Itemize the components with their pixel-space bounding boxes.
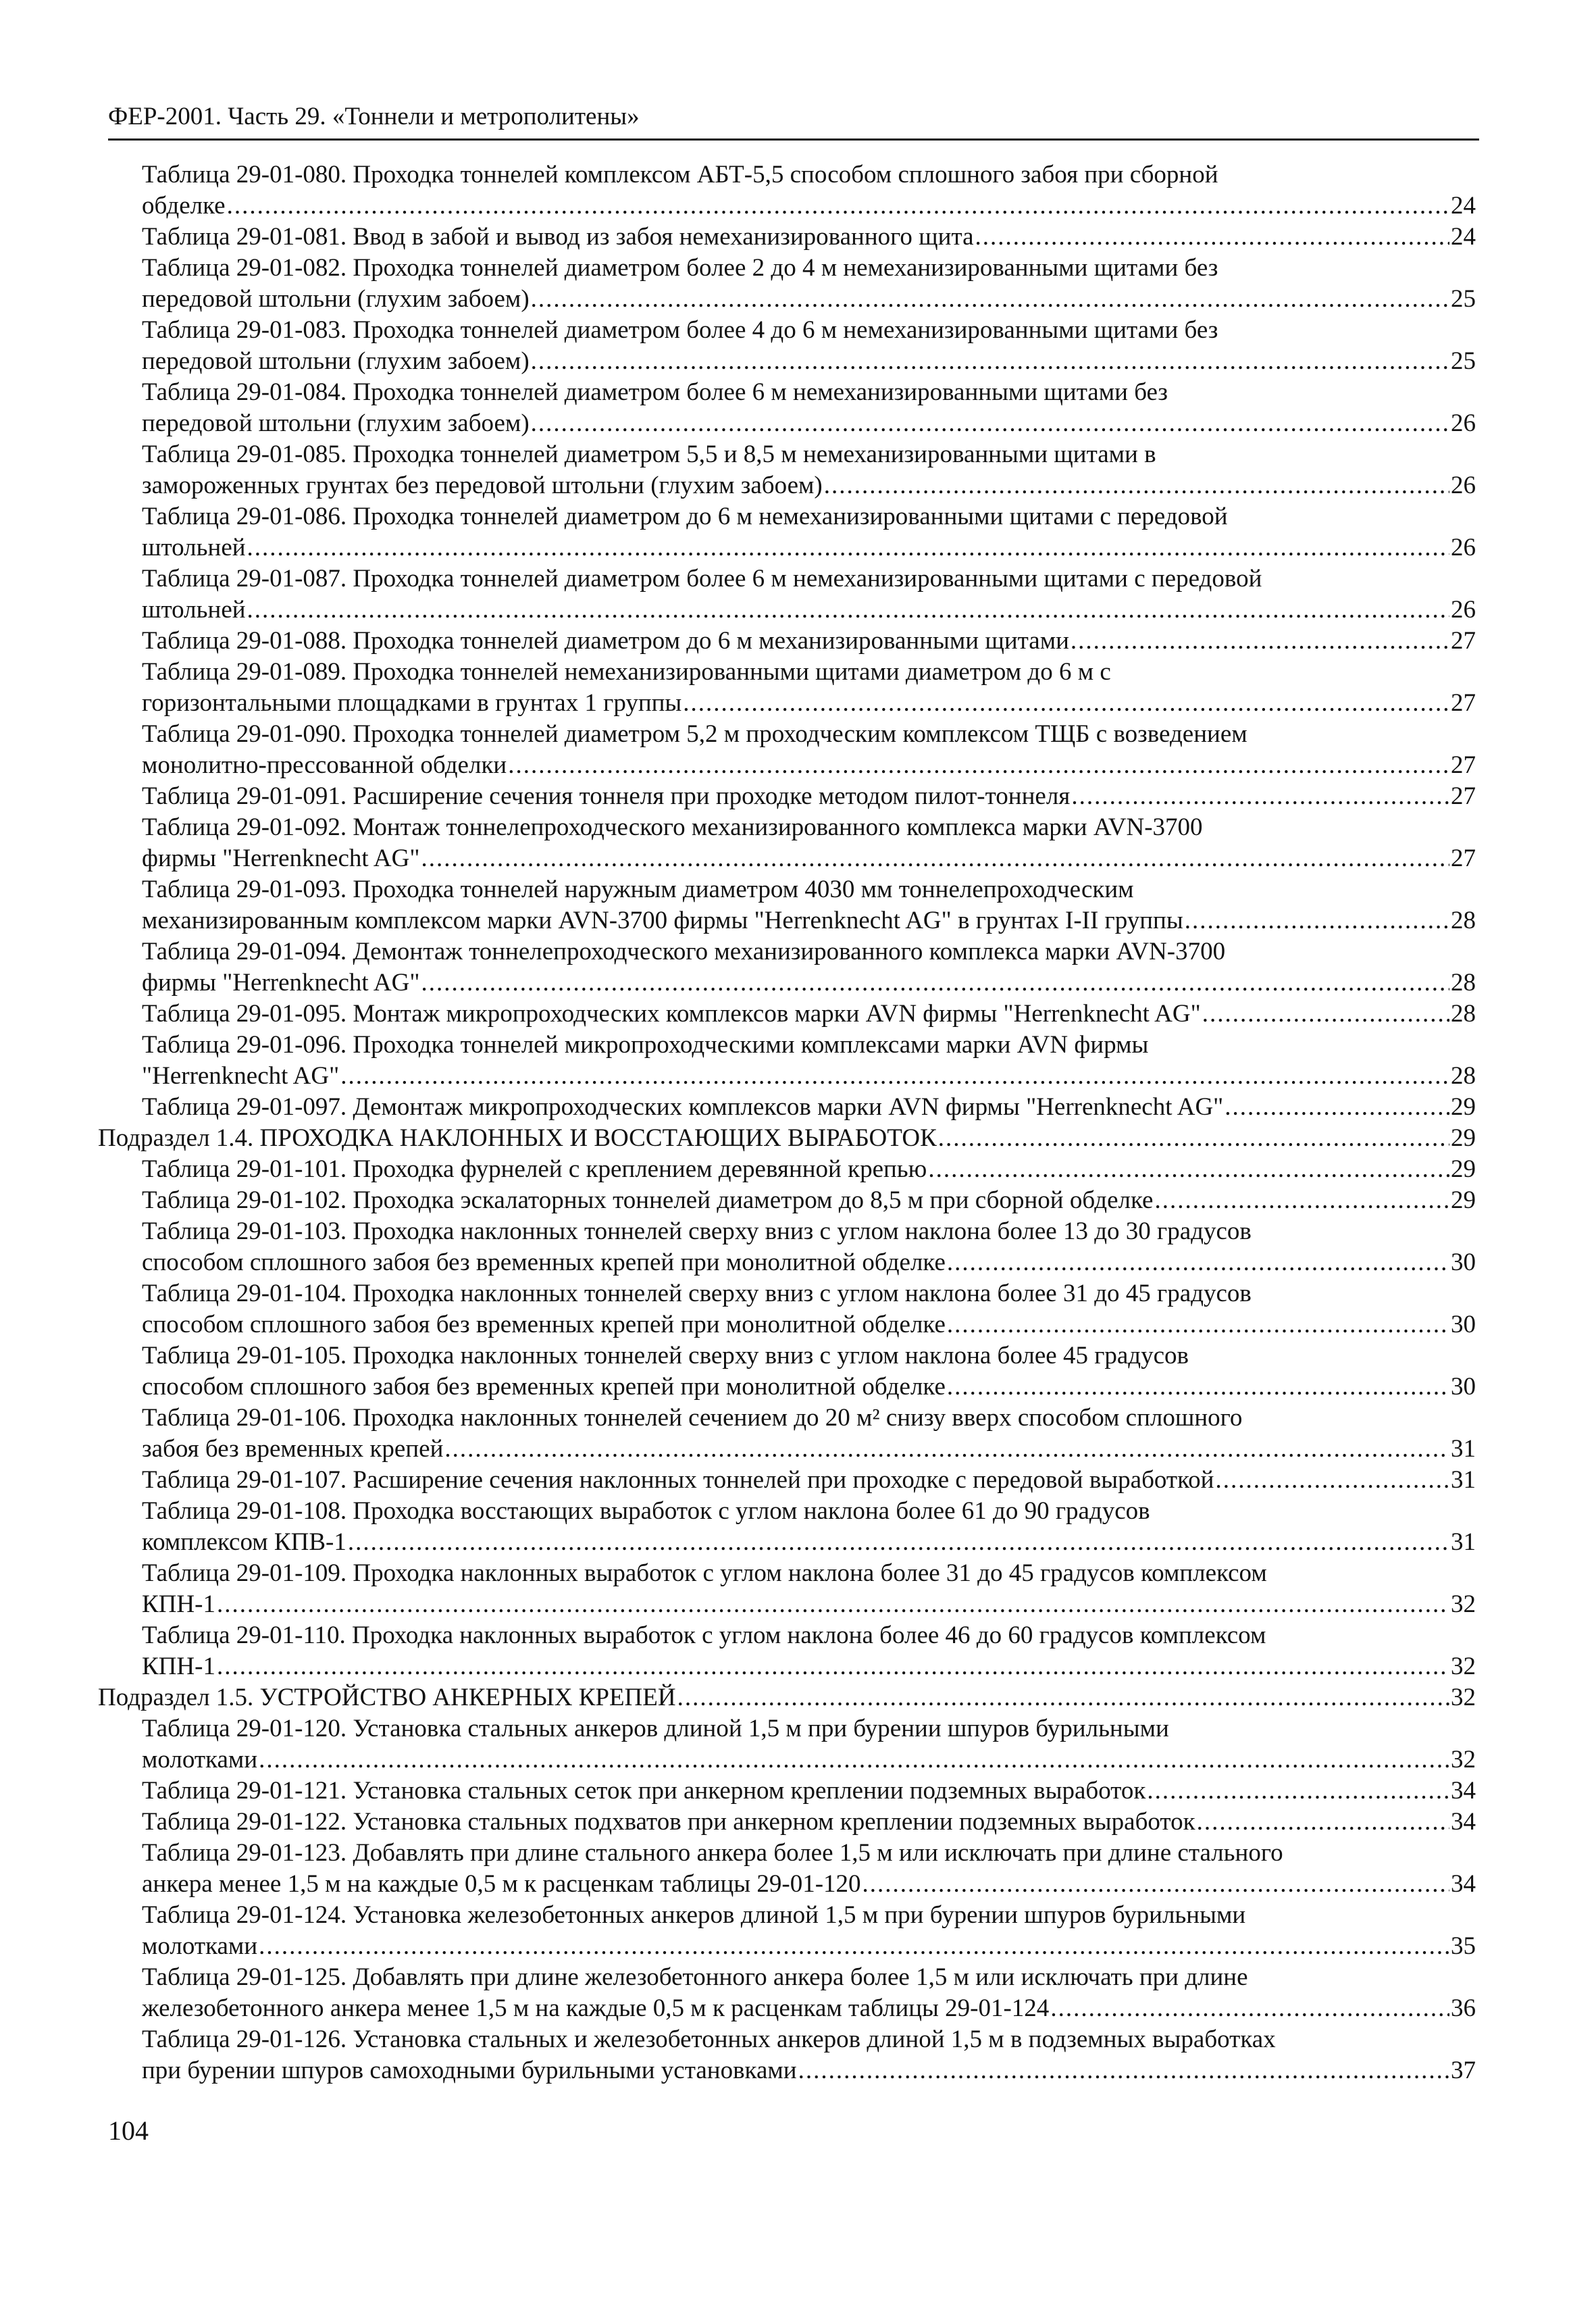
dot-leader xyxy=(1185,905,1449,936)
toc-entry-text: Таблица 29-01-101. Проходка фурнелей с креплением деревянной крепью xyxy=(142,1155,927,1183)
toc-page-number: 26 xyxy=(1451,409,1476,437)
toc-page-number: 27 xyxy=(1451,627,1476,655)
dot-leader xyxy=(1071,781,1449,812)
toc-entry-text: анкера менее 1,5 м на каждые 0,5 м к расценкам таблицы 29-01-120 xyxy=(142,1870,861,1898)
toc-entry-text: КПН-1 xyxy=(142,1590,215,1618)
toc-entry-text: Таблица 29-01-102. Проходка эскалаторных тоннелей диаметром до 8,5 м при сборной обделке xyxy=(142,1186,1154,1214)
dot-leader xyxy=(1225,1092,1449,1123)
toc-page-number: 32 xyxy=(1451,1684,1476,1711)
toc-entry-text: Таблица 29-01-081. Ввод в забой и вывод из забоя немеханизированного щита xyxy=(142,223,974,251)
toc-entry[interactable] xyxy=(98,1465,1476,1496)
toc-page-number: 37 xyxy=(1451,2057,1476,2084)
toc-entry[interactable] xyxy=(98,253,1476,315)
toc-entry-text: передовой штольни (глухим забоем) xyxy=(142,285,530,313)
dot-leader xyxy=(348,1527,1449,1558)
toc-entry[interactable] xyxy=(98,812,1476,874)
toc-entry[interactable] xyxy=(98,501,1476,563)
toc-entry[interactable] xyxy=(98,1185,1476,1216)
toc-entry-text: способом сплошного забоя без временных крепей при монолитной обделке xyxy=(142,1249,946,1276)
toc-page-number: 27 xyxy=(1451,845,1476,872)
toc-page-number: 32 xyxy=(1451,1653,1476,1680)
dot-leader xyxy=(1215,1465,1449,1496)
toc-entry-text: механизированным комплексом марки AVN-3700 фирмы "Herrenknecht AG" в грунтах I-II группы xyxy=(142,907,1183,934)
toc-entry-text: штольней xyxy=(142,534,246,561)
toc-page-number: 28 xyxy=(1451,1062,1476,1090)
toc-entry-text: "Herrenknecht AG" xyxy=(142,1062,340,1090)
toc-entry[interactable] xyxy=(98,1403,1476,1465)
toc-page-number: 27 xyxy=(1451,782,1476,810)
toc-entry-text: комплексом КПВ-1 xyxy=(142,1528,346,1556)
toc-entry-text: передовой штольни (глухим забоем) xyxy=(142,409,530,437)
toc-page-number: 28 xyxy=(1451,1000,1476,1028)
toc-page-number: 34 xyxy=(1451,1870,1476,1898)
header-rule xyxy=(108,139,1479,141)
toc-entry[interactable] xyxy=(98,315,1476,377)
toc-page-number: 28 xyxy=(1451,969,1476,997)
toc-page-number: 36 xyxy=(1451,1994,1476,2022)
toc-page-number: 25 xyxy=(1451,347,1476,375)
toc-entry-text: Таблица 29-01-104. Проходка наклонных тоннелей сверху вниз с углом наклона более 31 до 45 градусов xyxy=(142,1280,1252,1307)
toc-entry-text: монолитно-прессованной обделки xyxy=(142,751,507,779)
toc-page-number: 26 xyxy=(1451,534,1476,561)
dot-leader xyxy=(1154,1185,1449,1216)
toc-page-number: 31 xyxy=(1451,1466,1476,1494)
toc-page-number: 35 xyxy=(1451,1932,1476,1960)
toc-entry[interactable] xyxy=(98,2024,1476,2086)
toc-entry[interactable] xyxy=(98,781,1476,812)
toc-entry-text: Таблица 29-01-121. Установка стальных сеток при анкерном креплении подземных выработок xyxy=(142,1777,1146,1805)
toc-entry[interactable] xyxy=(98,1496,1476,1558)
toc-page-number: 34 xyxy=(1451,1808,1476,1836)
toc-entry[interactable] xyxy=(98,1154,1476,1185)
dot-leader xyxy=(259,1931,1449,1962)
table-of-contents xyxy=(98,159,1476,2086)
dot-leader xyxy=(928,1154,1449,1185)
toc-entry-text: Таблица 29-01-122. Установка стальных подхватов при анкерном креплении подземных выработок xyxy=(142,1808,1195,1836)
toc-entry-text: Таблица 29-01-108. Проходка восстающих выработок с углом наклона более 61 до 90 градусов xyxy=(142,1497,1150,1525)
toc-entry-text: молотками xyxy=(142,1746,258,1774)
toc-entry[interactable] xyxy=(98,874,1476,936)
toc-entry-text: Таблица 29-01-083. Проходка тоннелей диаметром более 4 до 6 м немеханизированными щитами без xyxy=(142,316,1218,344)
toc-page-number: 30 xyxy=(1451,1373,1476,1401)
toc-entry[interactable] xyxy=(98,159,1476,222)
toc-page-number: 27 xyxy=(1451,689,1476,717)
dot-leader xyxy=(1071,626,1449,657)
dot-leader xyxy=(824,470,1449,501)
toc-entry-text: Таблица 29-01-109. Проходка наклонных выработок с углом наклона более 31 до 45 градусов комплексом xyxy=(142,1559,1267,1587)
dot-leader xyxy=(217,1589,1449,1620)
running-header: ФЕР-2001. Часть 29. «Тоннели и метрополитены» xyxy=(108,103,640,130)
toc-entry-text: Таблица 29-01-105. Проходка наклонных тоннелей сверху вниз с углом наклона более 45 градусов xyxy=(142,1342,1189,1369)
toc-entry-text: фирмы "Herrenknecht AG" xyxy=(142,969,420,997)
toc-entry-text: штольней xyxy=(142,596,246,624)
toc-entry-text: Таблица 29-01-093. Проходка тоннелей наружным диаметром 4030 мм тоннелепроходческим xyxy=(142,876,1134,903)
toc-entry[interactable] xyxy=(98,1278,1476,1340)
toc-entry-text: Таблица 29-01-106. Проходка наклонных тоннелей сечением до 20 м² снизу вверх способом сплошного xyxy=(142,1404,1243,1432)
dot-leader xyxy=(340,1061,1449,1092)
dot-leader xyxy=(938,1123,1449,1154)
toc-entry[interactable] xyxy=(98,1030,1476,1092)
toc-entry-text: способом сплошного забоя без временных крепей при монолитной обделке xyxy=(142,1311,946,1338)
toc-entry-text: Таблица 29-01-080. Проходка тоннелей комплексом АБТ-5,5 способом сплошного забоя при сборной xyxy=(142,161,1218,188)
dot-leader xyxy=(508,750,1449,781)
toc-entry[interactable] xyxy=(98,1713,1476,1776)
toc-page-number: 30 xyxy=(1451,1311,1476,1338)
dot-leader xyxy=(947,1372,1449,1403)
dot-leader xyxy=(217,1651,1449,1682)
toc-entry-text: железобетонного анкера менее 1,5 м на каждые 0,5 м к расценкам таблицы 29-01-124 xyxy=(142,1994,1050,2022)
toc-page-number: 25 xyxy=(1451,285,1476,313)
toc-entry-text: обделке xyxy=(142,192,226,220)
toc-entry-text: Таблица 29-01-089. Проходка тоннелей немеханизированными щитами диаметром до 6 м с xyxy=(142,658,1111,686)
toc-entry[interactable] xyxy=(98,1620,1476,1682)
toc-entry-text: Подраздел 1.5. УСТРОЙСТВО АНКЕРНЫХ КРЕПЕЙ xyxy=(98,1684,676,1711)
toc-entry[interactable] xyxy=(98,999,1476,1030)
toc-page-number: 27 xyxy=(1451,751,1476,779)
dot-leader xyxy=(677,1682,1449,1713)
toc-section[interactable] xyxy=(98,1123,1476,1154)
toc-entry-text: Подраздел 1.4. ПРОХОДКА НАКЛОННЫХ И ВОССТАЮЩИХ ВЫРАБОТОК xyxy=(98,1124,937,1152)
toc-entry-text: Таблица 29-01-095. Монтаж микропроходческих комплексов марки AVN фирмы "Herrenknecht AG" xyxy=(142,1000,1201,1028)
toc-entry[interactable] xyxy=(98,1838,1476,1900)
dot-leader xyxy=(863,1869,1449,1900)
dot-leader xyxy=(1202,999,1449,1030)
toc-page-number: 24 xyxy=(1451,192,1476,220)
toc-entry-text: Таблица 29-01-084. Проходка тоннелей диаметром более 6 м немеханизированными щитами без xyxy=(142,378,1168,406)
toc-entry-text: Таблица 29-01-110. Проходка наклонных выработок с углом наклона более 46 до 60 градусов комплексом xyxy=(142,1621,1266,1649)
toc-entry-text: фирмы "Herrenknecht AG" xyxy=(142,845,420,872)
toc-entry-text: молотками xyxy=(142,1932,258,1960)
dot-leader xyxy=(421,843,1449,874)
toc-entry[interactable] xyxy=(98,1092,1476,1123)
toc-entry[interactable] xyxy=(98,1558,1476,1620)
toc-page-number: 29 xyxy=(1451,1186,1476,1214)
toc-entry-text: способом сплошного забоя без временных крепей при монолитной обделке xyxy=(142,1373,946,1401)
dot-leader xyxy=(947,1247,1449,1278)
toc-entry-text: Таблица 29-01-107. Расширение сечения наклонных тоннелей при проходке с передовой выработкой xyxy=(142,1466,1214,1494)
dot-leader xyxy=(798,2055,1449,2086)
toc-page-number: 31 xyxy=(1451,1528,1476,1556)
toc-entry-text: Таблица 29-01-090. Проходка тоннелей диаметром 5,2 м проходческим комплексом ТЩБ с возведением xyxy=(142,720,1247,748)
toc-entry[interactable] xyxy=(98,719,1476,781)
toc-entry-text: Таблица 29-01-087. Проходка тоннелей диаметром более 6 м немеханизированными щитами с передовой xyxy=(142,565,1262,593)
dot-leader xyxy=(444,1434,1449,1465)
toc-entry-text: Таблица 29-01-082. Проходка тоннелей диаметром более 2 до 4 м немеханизированными щитами без xyxy=(142,254,1218,282)
toc-page-number: 26 xyxy=(1451,596,1476,624)
toc-entry[interactable] xyxy=(98,439,1476,501)
toc-page-number: 32 xyxy=(1451,1590,1476,1618)
toc-entry-text: Таблица 29-01-096. Проходка тоннелей микропроходческими комплексами марки AVN фирмы xyxy=(142,1031,1149,1059)
dot-leader xyxy=(531,408,1449,439)
dot-leader xyxy=(259,1744,1449,1776)
dot-leader xyxy=(975,222,1450,253)
toc-entry-text: Таблица 29-01-092. Монтаж тоннелепроходческого механизированного комплекса марки AVN-3700 xyxy=(142,813,1203,841)
dot-leader xyxy=(947,1309,1449,1340)
toc-entry-text: при бурении шпуров самоходными бурильными установками xyxy=(142,2057,797,2084)
toc-entry[interactable] xyxy=(98,1340,1476,1403)
toc-entry-text: Таблица 29-01-123. Добавлять при длине стального анкера более 1,5 м или исключать при длине стального xyxy=(142,1839,1283,1867)
toc-entry-text: передовой штольни (глухим забоем) xyxy=(142,347,530,375)
toc-entry-text: Таблица 29-01-097. Демонтаж микропроходческих комплексов марки AVN фирмы "Herrenknecht AG" xyxy=(142,1093,1224,1121)
dot-leader xyxy=(1147,1776,1449,1807)
toc-entry[interactable] xyxy=(98,222,1476,253)
toc-entry-text: замороженных грунтах без передовой штольни (глухим забоем) xyxy=(142,472,823,499)
toc-entry-text: Таблица 29-01-094. Демонтаж тоннелепроходческого механизированного комплекса марки AVN-3700 xyxy=(142,938,1226,965)
dot-leader xyxy=(227,191,1449,222)
dot-leader xyxy=(531,284,1449,315)
toc-entry-text: Таблица 29-01-125. Добавлять при длине железобетонного анкера более 1,5 м или исключать при длине xyxy=(142,1963,1248,1991)
toc-page-number: 31 xyxy=(1451,1435,1476,1463)
toc-entry[interactable] xyxy=(98,936,1476,999)
toc-page-number: 29 xyxy=(1451,1155,1476,1183)
toc-entry-text: Таблица 29-01-124. Установка железобетонных анкеров длиной 1,5 м при бурении шпуров бурильными xyxy=(142,1901,1246,1929)
dot-leader xyxy=(683,688,1449,719)
dot-leader xyxy=(1050,1993,1449,2024)
toc-entry[interactable] xyxy=(98,1776,1476,1807)
toc-entry-text: Таблица 29-01-126. Установка стальных и железобетонных анкеров длиной 1,5 м в подземных выработках xyxy=(142,2026,1276,2053)
page-number: 104 xyxy=(108,2115,149,2146)
toc-entry[interactable] xyxy=(98,1900,1476,1962)
toc-entry-text: Таблица 29-01-091. Расширение сечения тоннеля при проходке методом пилот-тоннеля xyxy=(142,782,1071,810)
toc-page-number: 24 xyxy=(1451,223,1476,251)
toc-page-number: 32 xyxy=(1451,1746,1476,1774)
dot-leader xyxy=(531,346,1449,377)
toc-entry[interactable] xyxy=(98,1962,1476,2024)
toc-entry-text: горизонтальными площадками в грунтах 1 группы xyxy=(142,689,682,717)
toc-entry-text: забоя без временных крепей xyxy=(142,1435,444,1463)
toc-page-number: 29 xyxy=(1451,1124,1476,1152)
toc-entry-text: Таблица 29-01-085. Проходка тоннелей диаметром 5,5 и 8,5 м немеханизированными щитами в xyxy=(142,441,1156,468)
toc-entry-text: Таблица 29-01-103. Проходка наклонных тоннелей сверху вниз с углом наклона более 13 до 30 градусов xyxy=(142,1217,1252,1245)
dot-leader xyxy=(1197,1807,1449,1838)
toc-entry[interactable] xyxy=(98,1807,1476,1838)
toc-entry-text: Таблица 29-01-120. Установка стальных анкеров длиной 1,5 м при бурении шпуров бурильными xyxy=(142,1715,1169,1742)
toc-entry[interactable] xyxy=(98,1216,1476,1278)
toc-page-number: 34 xyxy=(1451,1777,1476,1805)
toc-entry[interactable] xyxy=(98,377,1476,439)
toc-page-number: 30 xyxy=(1451,1249,1476,1276)
toc-page-number: 26 xyxy=(1451,472,1476,499)
toc-entry-text: Таблица 29-01-088. Проходка тоннелей диаметром до 6 м механизированными щитами xyxy=(142,627,1069,655)
toc-entry-text: Таблица 29-01-086. Проходка тоннелей диаметром до 6 м немеханизированными щитами с передовой xyxy=(142,503,1228,530)
dot-leader xyxy=(247,595,1449,626)
toc-page-number: 29 xyxy=(1451,1093,1476,1121)
toc-entry[interactable] xyxy=(98,626,1476,657)
dot-leader xyxy=(421,967,1449,999)
toc-entry-text: КПН-1 xyxy=(142,1653,215,1680)
toc-section[interactable] xyxy=(98,1682,1476,1713)
toc-entry[interactable] xyxy=(98,657,1476,719)
toc-entry[interactable] xyxy=(98,563,1476,626)
dot-leader xyxy=(247,532,1449,563)
toc-page-number: 28 xyxy=(1451,907,1476,934)
